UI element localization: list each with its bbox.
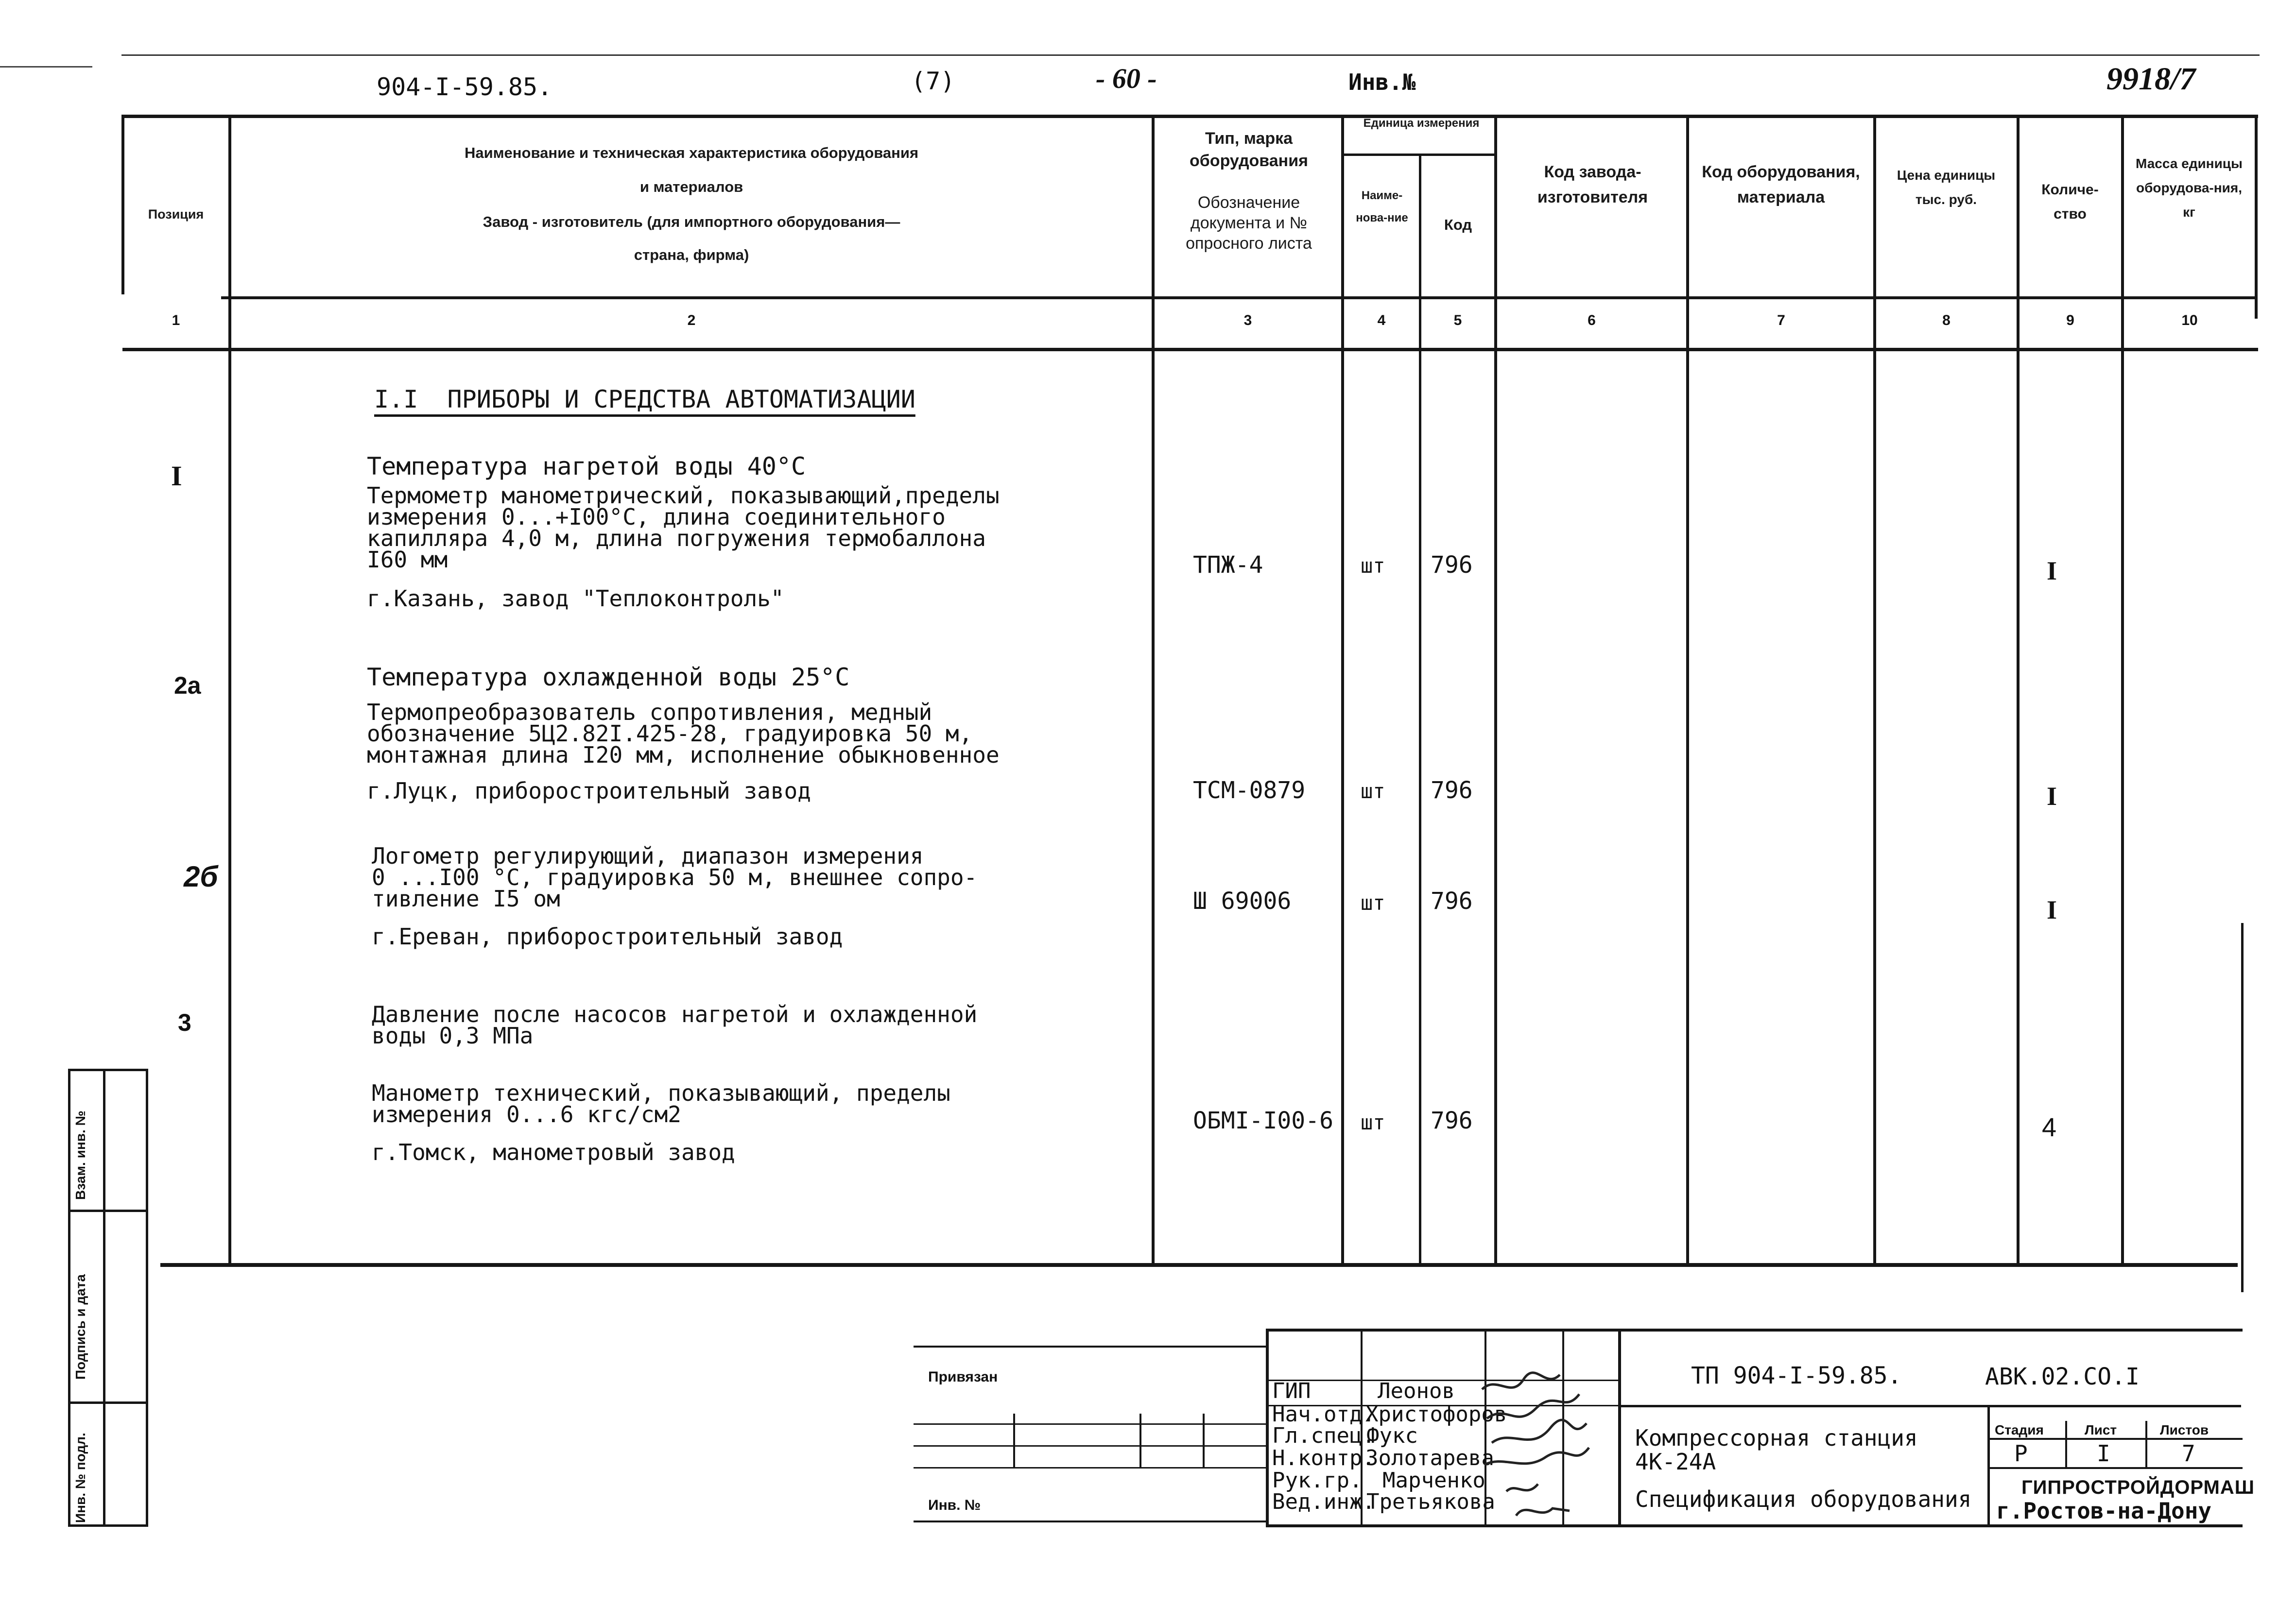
- item-unit: шт: [1361, 1111, 1385, 1134]
- name-group-head: Марченко: [1382, 1468, 1485, 1493]
- header-mass: Масса единицы оборудова-ния, кг: [2136, 156, 2243, 220]
- colnum-2: 2: [687, 312, 696, 328]
- organization: ГИПРОСТРОЙДОРМАШ: [2021, 1477, 2255, 1498]
- header-quantity: Количе-ство: [2041, 182, 2099, 222]
- role-lead-engineer: Вед.инж.: [1272, 1489, 1375, 1514]
- item-unit-code: 796: [1431, 1107, 1473, 1134]
- header-document: Обозначение документа и № опросного листа: [1186, 193, 1312, 253]
- item-unit-code: 796: [1431, 777, 1473, 804]
- item-type: Ш 69006: [1193, 888, 1292, 915]
- header-type: Тип, марка оборудования: [1190, 129, 1308, 170]
- header-name-line4: страна, фирма): [634, 246, 749, 263]
- colnum-9: 9: [2066, 312, 2074, 328]
- item-heading: Температура нагретой воды 40°С: [367, 452, 806, 480]
- item-maker: г.Луцк, приборостроительный завод: [367, 778, 811, 804]
- item-position: 2б: [184, 860, 218, 893]
- item-description: Манометр технический, показывающий, пределы измерения 0...6 кгс/см2: [372, 1080, 950, 1128]
- signatures: [1477, 1370, 1594, 1530]
- name-chief-spec: Фукс: [1366, 1423, 1418, 1448]
- doc-number: ТП 904-I-59.85.: [1691, 1362, 1902, 1389]
- doc-mark: АВК.02.СО.I: [1985, 1363, 2140, 1390]
- name-lead-engineer: Третьякова: [1366, 1489, 1495, 1514]
- sheet-value: I: [2097, 1440, 2110, 1467]
- item-description: Логометр регулирующий, диапазон измерения 0 ...I00 °С, градуировка 50 м, внешнее сопро- тивление I5 ом: [372, 843, 978, 912]
- header-unit-code: Код: [1444, 216, 1472, 233]
- stage-value: Р: [2014, 1440, 2028, 1467]
- sheets-label: Листов: [2160, 1422, 2209, 1437]
- item-unit: шт: [1361, 554, 1385, 578]
- item-maker: г.Томск, манометровый завод: [372, 1139, 735, 1165]
- item-heading: Температура охлажденной воды 25°С: [367, 663, 850, 691]
- item-type: ТСМ-0879: [1193, 777, 1306, 804]
- colnum-6: 6: [1588, 312, 1596, 328]
- binding-label: Привязан: [928, 1369, 998, 1385]
- role-head-dept: Нач.отд.: [1272, 1402, 1375, 1427]
- item-description: Термометр манометрический, показывающий,пределы измерения 0...+I00°С, длина соединительного капилляра 4,0 м, длина погружения термобаллона I60 мм: [367, 482, 1000, 573]
- item-description: Термопреобразователь сопротивления, медный обозначение 5Ц2.82I.425-28, градуировка 50 м, монтажная длина I20 мм, исполнение обыкновенное: [367, 699, 1000, 768]
- handwritten-ref: 9918/7: [2106, 61, 2196, 97]
- header-price: Цена единицы тыс. руб.: [1897, 168, 1996, 207]
- sheet-title: Спецификация оборудования: [1635, 1486, 1972, 1512]
- name-head-dept: Христофоров: [1365, 1402, 1507, 1427]
- section-title: I.I ПРИБОРЫ И СРЕДСТВА АВТОМАТИЗАЦИИ: [374, 385, 915, 413]
- colnum-7: 7: [1777, 312, 1785, 328]
- item-unit: шт: [1361, 891, 1385, 915]
- colnum-10: 10: [2181, 312, 2198, 328]
- item-unit-code: 796: [1431, 888, 1473, 915]
- header-position: Позиция: [148, 207, 204, 222]
- doc-code-top: 904-I-59.85.: [377, 73, 552, 101]
- item-position: I: [171, 460, 182, 492]
- header-name-line3: Завод - изготовитель (для импортного оборудования—: [483, 213, 900, 230]
- sheets-value: 7: [2182, 1440, 2195, 1467]
- colnum-4: 4: [1377, 312, 1386, 328]
- header-equipment-code: Код оборудования, материала: [1702, 163, 1860, 206]
- organization-city: г.Ростов-на-Дону: [1996, 1498, 2212, 1524]
- sheet-number-paren: (7): [911, 67, 955, 95]
- role-gip: ГИП: [1272, 1379, 1311, 1403]
- side-replacement-inv: Взам. инв. №: [73, 1111, 88, 1200]
- colnum-8: 8: [1942, 312, 1951, 328]
- item-maker: г.Казань, завод "Теплоконтроль": [367, 585, 784, 612]
- role-chief-spec: Гл.спец.: [1272, 1423, 1375, 1448]
- item-heading: Давление после насосов нагретой и охлажденной воды 0,3 МПа: [372, 1001, 978, 1049]
- header-name-line2: и материалов: [639, 178, 743, 195]
- sheet-label: Лист: [2085, 1422, 2117, 1437]
- stage-label: Стадия: [1995, 1422, 2044, 1437]
- binding-inv-label: Инв. №: [928, 1497, 981, 1513]
- project-name-line1: Компрессорная станция: [1635, 1425, 1918, 1451]
- item-quantity: I: [2047, 895, 2057, 924]
- colnum-3: 3: [1243, 312, 1252, 328]
- name-gip: Леонов: [1378, 1379, 1455, 1403]
- item-maker: г.Ереван, приборостроительный завод: [372, 923, 843, 950]
- header-name-line1: Наименование и техническая характеристика оборудования: [464, 144, 919, 161]
- role-group-head: Рук.гр.: [1272, 1468, 1363, 1493]
- item-quantity: I: [2047, 556, 2057, 585]
- item-type: ТПЖ-4: [1193, 551, 1263, 579]
- side-sign-date: Подпись и дата: [73, 1274, 88, 1380]
- item-quantity: I: [2047, 782, 2057, 811]
- header-maker-code: Код завода-изготовителя: [1537, 163, 1648, 206]
- colnum-1: 1: [172, 312, 180, 328]
- colnum-5: 5: [1453, 312, 1462, 328]
- role-norm-control: Н.контр.: [1272, 1446, 1375, 1470]
- handwritten-page: - 60 -: [1096, 63, 1157, 94]
- item-type: ОБМI-I00-6: [1193, 1107, 1333, 1134]
- item-unit: шт: [1361, 779, 1385, 803]
- item-quantity: 4: [2042, 1113, 2057, 1142]
- item-position: 3: [178, 1009, 191, 1036]
- header-unit-group: Единица измерения: [1363, 117, 1480, 130]
- item-unit-code: 796: [1431, 551, 1473, 579]
- name-norm-control: Золотарева: [1365, 1446, 1494, 1470]
- side-inv-original: Инв. № подл.: [73, 1433, 88, 1523]
- header-unit-name: Наиме-нова-ние: [1356, 189, 1408, 224]
- item-position: 2а: [174, 672, 201, 699]
- inv-no-top: Инв.№: [1348, 69, 1416, 95]
- project-name-line2: 4К-24А: [1635, 1449, 1716, 1475]
